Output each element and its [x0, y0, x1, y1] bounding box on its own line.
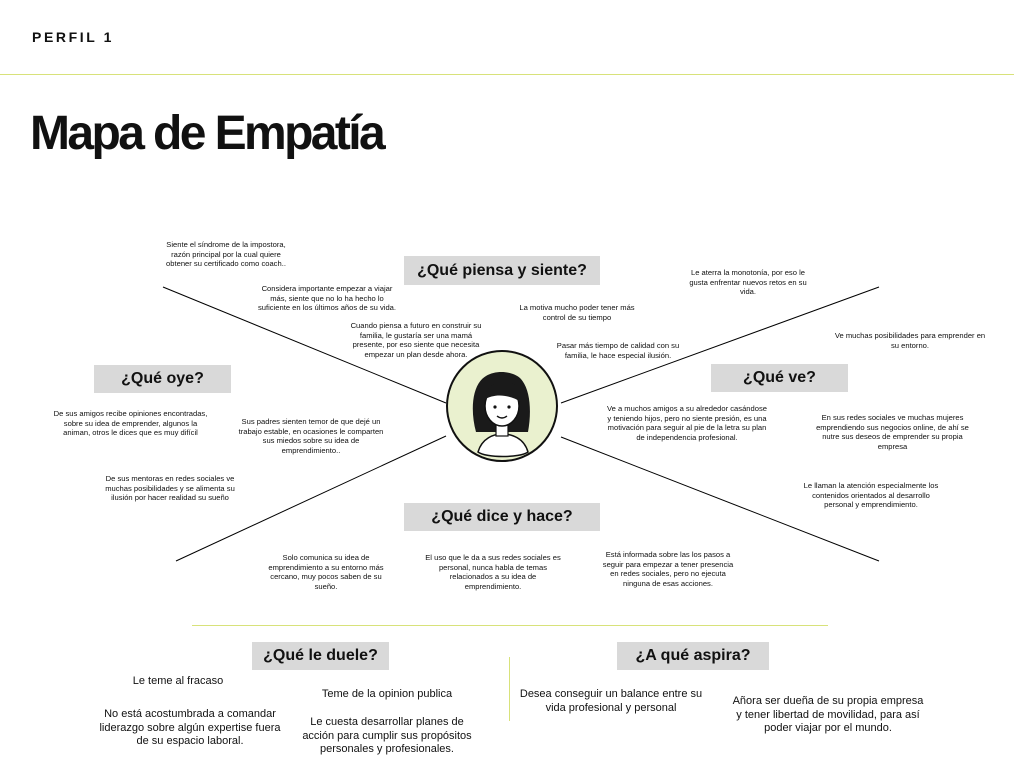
section-title-oye: ¿Qué oye?	[94, 365, 231, 393]
section-title-piensa: ¿Qué piensa y siente?	[404, 256, 600, 285]
section-title-aspira: ¿A qué aspira?	[617, 642, 769, 670]
note-duele-opinion: Teme de la opinion publica	[321, 688, 453, 700]
note-ve-posibilidades: Ve muchas posibilidades para emprender en su entorno.	[834, 331, 986, 350]
note-oye-mentoras: De sus mentoras en redes sociales ve muchas posibilidades y se alimenta su ilusión por hacer realidad su sueño	[105, 474, 235, 503]
note-piensa-viajar: Considera importante empezar a viajar más, siente que no lo ha hecho lo suficiente en los últimos años de su vida.	[257, 284, 397, 313]
note-piensa-monotonia: Le aterra la monotonía, por eso le gusta enfrentar nuevos retos en su vida.	[689, 268, 807, 297]
note-duele-planes: Le cuesta desarrollar planes de acción para cumplir sus propósitos personales y profesionales.	[302, 716, 472, 755]
note-oye-amigos: De sus amigos recibe opiniones encontradas, sobre su idea de emprender, algunos la animan, otros le dices que es muy difícil	[53, 409, 208, 438]
note-piensa-tiempo: La motiva mucho poder tener más control de su tiempo	[519, 303, 635, 322]
note-aspira-empresa: Añora ser dueña de su propia empresa y tener libertad de movilidad, para así poder viajar por el mundo.	[732, 695, 924, 734]
note-aspira-balance: Desea conseguir un balance entre su vida profesional y personal	[519, 688, 703, 714]
note-ve-contenidos: Le llaman la atención especialmente los contenidos orientados al desarrollo personal y emprendimiento.	[803, 481, 939, 510]
column-divider	[509, 657, 510, 721]
note-dice-redes: El uso que le da a sus redes sociales es personal, nunca habla de temas relacionados a su idea de emprendimiento.	[425, 553, 561, 591]
note-piensa-calidad: Pasar más tiempo de calidad con su familia, le hace especial ilusión.	[556, 341, 680, 360]
note-duele-liderazgo: No está acostumbrada a comandar liderazgo sobre algún expertise fuera de su espacio laboral.	[99, 708, 281, 747]
section-title-ve: ¿Qué ve?	[711, 364, 848, 392]
note-dice-informada: Está informada sobre las los pasos a seguir para empezar a tener presencia en redes sociales, pero no ejecuta ninguna de esas acciones.	[602, 550, 734, 588]
note-duele-fracaso: Le teme al fracaso	[132, 675, 224, 687]
bottom-divider	[192, 625, 828, 626]
avatar-icon	[447, 351, 557, 461]
note-ve-amigos: Ve a muchos amigos a su alrededor casándose y teniendo hijos, pero no siente presión, es una motivación para seguir al pie de la letra su plan de independencia profesional.	[607, 404, 767, 442]
note-piensa-familia: Cuando piensa a futuro en construir su familia, le gustaría ser una mamá presente, por eso siente que necesita empezar un plan desde ahora.	[350, 321, 482, 359]
note-oye-padres: Sus padres sienten temor de que dejé un trabajo estable, en ocasiones le comparten sus miedos sobre su idea de emprendimiento..	[238, 417, 384, 455]
note-dice-comunica: Solo comunica su idea de emprendimiento a su entorno más cercano, muy pocos saben de su sueño.	[268, 553, 384, 591]
page-title: Mapa de Empatía	[30, 107, 384, 160]
section-title-dice: ¿Qué dice y hace?	[404, 503, 600, 531]
section-title-duele: ¿Qué le duele?	[252, 642, 389, 670]
note-ve-redes: En sus redes sociales ve muchas mujeres emprendiendo sus negocios online, de ahí se nutre sus deseos de emprender su propia empresa	[816, 413, 969, 451]
profile-label: PERFIL 1	[32, 29, 115, 45]
note-piensa-impostora: Siente el síndrome de la impostora, razón principal por la cual quiere obtener su certificado como coach..	[166, 240, 286, 269]
